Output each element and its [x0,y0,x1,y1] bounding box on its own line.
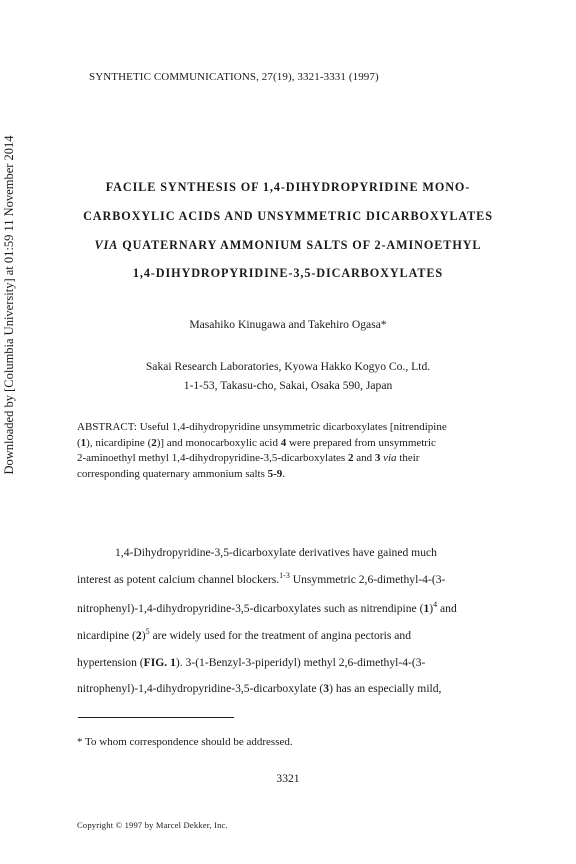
title-line-4: 1,4-DIHYDROPYRIDINE-3,5-DICARBOXYLATES [132,266,444,280]
title-line-1: FACILE SYNTHESIS OF 1,4-DIHYDROPYRIDINE MONO- [105,180,471,194]
abstract-line-3: 2-aminoethyl methyl 1,4-dihydropyridine-3,5-dicarboxylates 2 and 3 via their [77,452,420,464]
title-line-3-text: QUATERNARY AMMONIUM SALTS OF 2-AMINOETHYL [118,238,482,252]
abstract-line-2: (1), nicardipine (2)] and monocarboxylic acid 4 were prepared from unsymmetric [77,436,436,449]
footnote: * To whom correspondence should be addressed. [77,736,293,748]
title-line-3 [0,238,576,253]
body-line-5: hypertension (FIG. 1). 3-(1-Benzyl-3-piperidyl) methyl 2,6-dimethyl-4-(3- [77,656,426,669]
footnote-rule [78,717,234,718]
figure-reference: FIG. 1 [143,656,176,669]
body-line-3: nitrophenyl)-1,4-dihydropyridine-3,5-dicarboxylates such as nitrendipine $(1)^4$ and [77,600,457,615]
body-line-1: 1,4-Dihydropyridine-3,5-dicarboxylate derivatives have gained much [115,546,437,559]
body-line-4: nicardipine $(2)^5$ are widely used for the treatment of angina pectoris and [77,627,411,642]
page-number: 3321 [276,772,300,785]
journal-header: SYNTHETIC COMMUNICATIONS, 27(19), 3321-3331 (1997) [89,71,379,83]
affiliation-line-1: Sakai Research Laboratories, Kyowa Hakko Kogyo Co., Ltd. [145,360,431,373]
title-line-2: CARBOXYLIC ACIDS AND UNSYMMETRIC DICARBOXYLATES [83,209,493,223]
copyright: Copyright © 1997 by Marcel Dekker, Inc. [77,820,228,830]
abstract [77,420,505,482]
abstract-line-1: ABSTRACT: Useful 1,4-dihydropyridine unsymmetric dicarboxylates [nitrendipine [77,421,447,433]
authors: Masahiko Kinugawa and Takehiro Ogasa* [189,318,387,331]
body-line-6: nitrophenyl)-1,4-dihydropyridine-3,5-dicarboxylate (3) has an especially mild, [77,682,442,695]
download-notice: Downloaded by [Columbia University] at 01:59 11 November 2014 [2,135,16,475]
body-line-2: interest as potent calcium channel blockers.$^{1-3}$ Unsymmetric 2,6-dimethyl-4-(3- [77,571,446,586]
abstract-line-4: corresponding quaternary ammonium salts 5-9. [77,467,286,480]
title-via: VIA [94,238,119,252]
affiliation-line-2: 1-1-53, Takasu-cho, Sakai, Osaka 590, Japan [183,379,393,392]
citation-5: 5 [145,627,150,636]
citation-4: 4 [433,600,438,609]
citation-1-3: 1-3 [279,571,290,580]
